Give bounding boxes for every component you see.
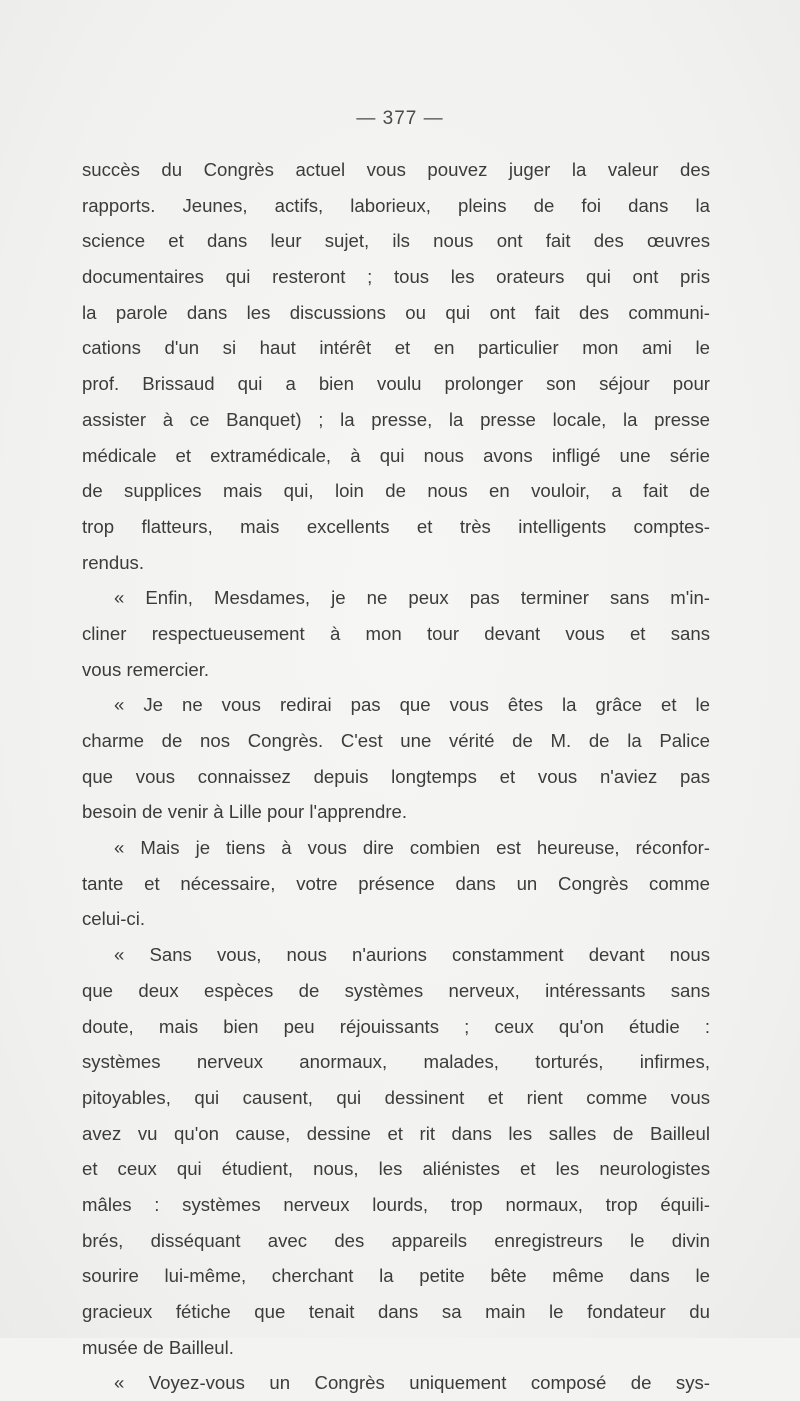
text-line: que vous connaissez depuis longtemps et vous n'aviez pas	[82, 765, 710, 787]
text-line: prof. Brissaud qui a bien voulu prolonger son séjour pour	[82, 373, 710, 395]
text-line: documentaires qui resteront ; tous les orateurs qui ont pris	[82, 266, 710, 288]
text-line: cliner respectueusement à mon tour devant vous et sans	[82, 622, 710, 644]
text-line: gracieux fétiche que tenait dans sa main le fondateur du	[82, 1301, 710, 1322]
text-line: la parole dans les discussions ou qui ont fait des communi-	[82, 301, 710, 323]
text-line: cations d'un si haut intérêt et en particulier mon ami le	[82, 337, 710, 359]
text-line: charme de nos Congrès. C'est une vérité de M. de la Palice	[82, 730, 710, 751]
text-line: que deux espèces de systèmes nerveux, intéressants sans	[82, 979, 710, 1001]
text-line: assister à ce Banquet) ; la presse, la presse locale, la presse	[82, 408, 710, 430]
text-line: besoin de venir à Lille pour l'apprendre.	[82, 801, 408, 823]
text-line: doute, mais bien peu réjouissants ; ceux qu'on étudie :	[82, 1015, 710, 1037]
text-line: trop flatteurs, mais excellents et très intelligents comptes-	[82, 515, 710, 537]
text-line: musée de Bailleul.	[82, 1336, 234, 1358]
text-line: succès du Congrès actuel vous pouvez juger la valeur des	[82, 159, 710, 180]
text-line: rendus.	[82, 551, 145, 573]
text-line: rapports. Jeunes, actifs, laborieux, pleins de foi dans la	[82, 194, 710, 216]
text-line: systèmes nerveux anormaux, malades, torturés, infirmes,	[82, 1051, 710, 1073]
text-line: et ceux qui étudient, nous, les aliénistes et les neurologistes	[82, 1158, 710, 1180]
text-line: « Sans vous, nous n'aurions constamment devant nous	[114, 944, 710, 966]
text-line: de supplices mais qui, loin de nous en vouloir, a fait de	[82, 480, 710, 502]
text-line: science et dans leur sujet, ils nous ont fait des œuvres	[82, 230, 710, 252]
text-line: « Voyez-vous un Congrès uniquement composé de sys-	[114, 1372, 710, 1394]
text-line: médicale et extramédicale, à qui nous avons infligé une série	[82, 444, 710, 466]
text-line: mâles : systèmes nerveux lourds, trop normaux, trop équili-	[82, 1193, 710, 1215]
text-line: « Enfin, Mesdames, je ne peux pas terminer sans m'in-	[114, 587, 710, 609]
text-line: avez vu qu'on cause, dessine et rit dans les salles de Bailleul	[82, 1122, 710, 1144]
text-line: brés, disséquant avec des appareils enregistreurs le divin	[82, 1229, 710, 1251]
text-line: pitoyables, qui causent, qui dessinent et rient comme vous	[82, 1086, 710, 1108]
text-line: « Je ne vous redirai pas que vous êtes la grâce et le	[114, 694, 710, 716]
text-line: sourire lui-même, cherchant la petite bête même dans le	[82, 1265, 710, 1287]
text-line: « Mais je tiens à vous dire combien est heureuse, réconfor-	[114, 837, 710, 859]
text-line: tante et nécessaire, votre présence dans un Congrès comme	[82, 872, 710, 894]
text-line: vous remercier.	[82, 658, 210, 680]
text-line: celui-ci.	[82, 908, 146, 930]
body-text	[82, 152, 710, 1401]
page-number: — 377 —	[356, 108, 444, 129]
